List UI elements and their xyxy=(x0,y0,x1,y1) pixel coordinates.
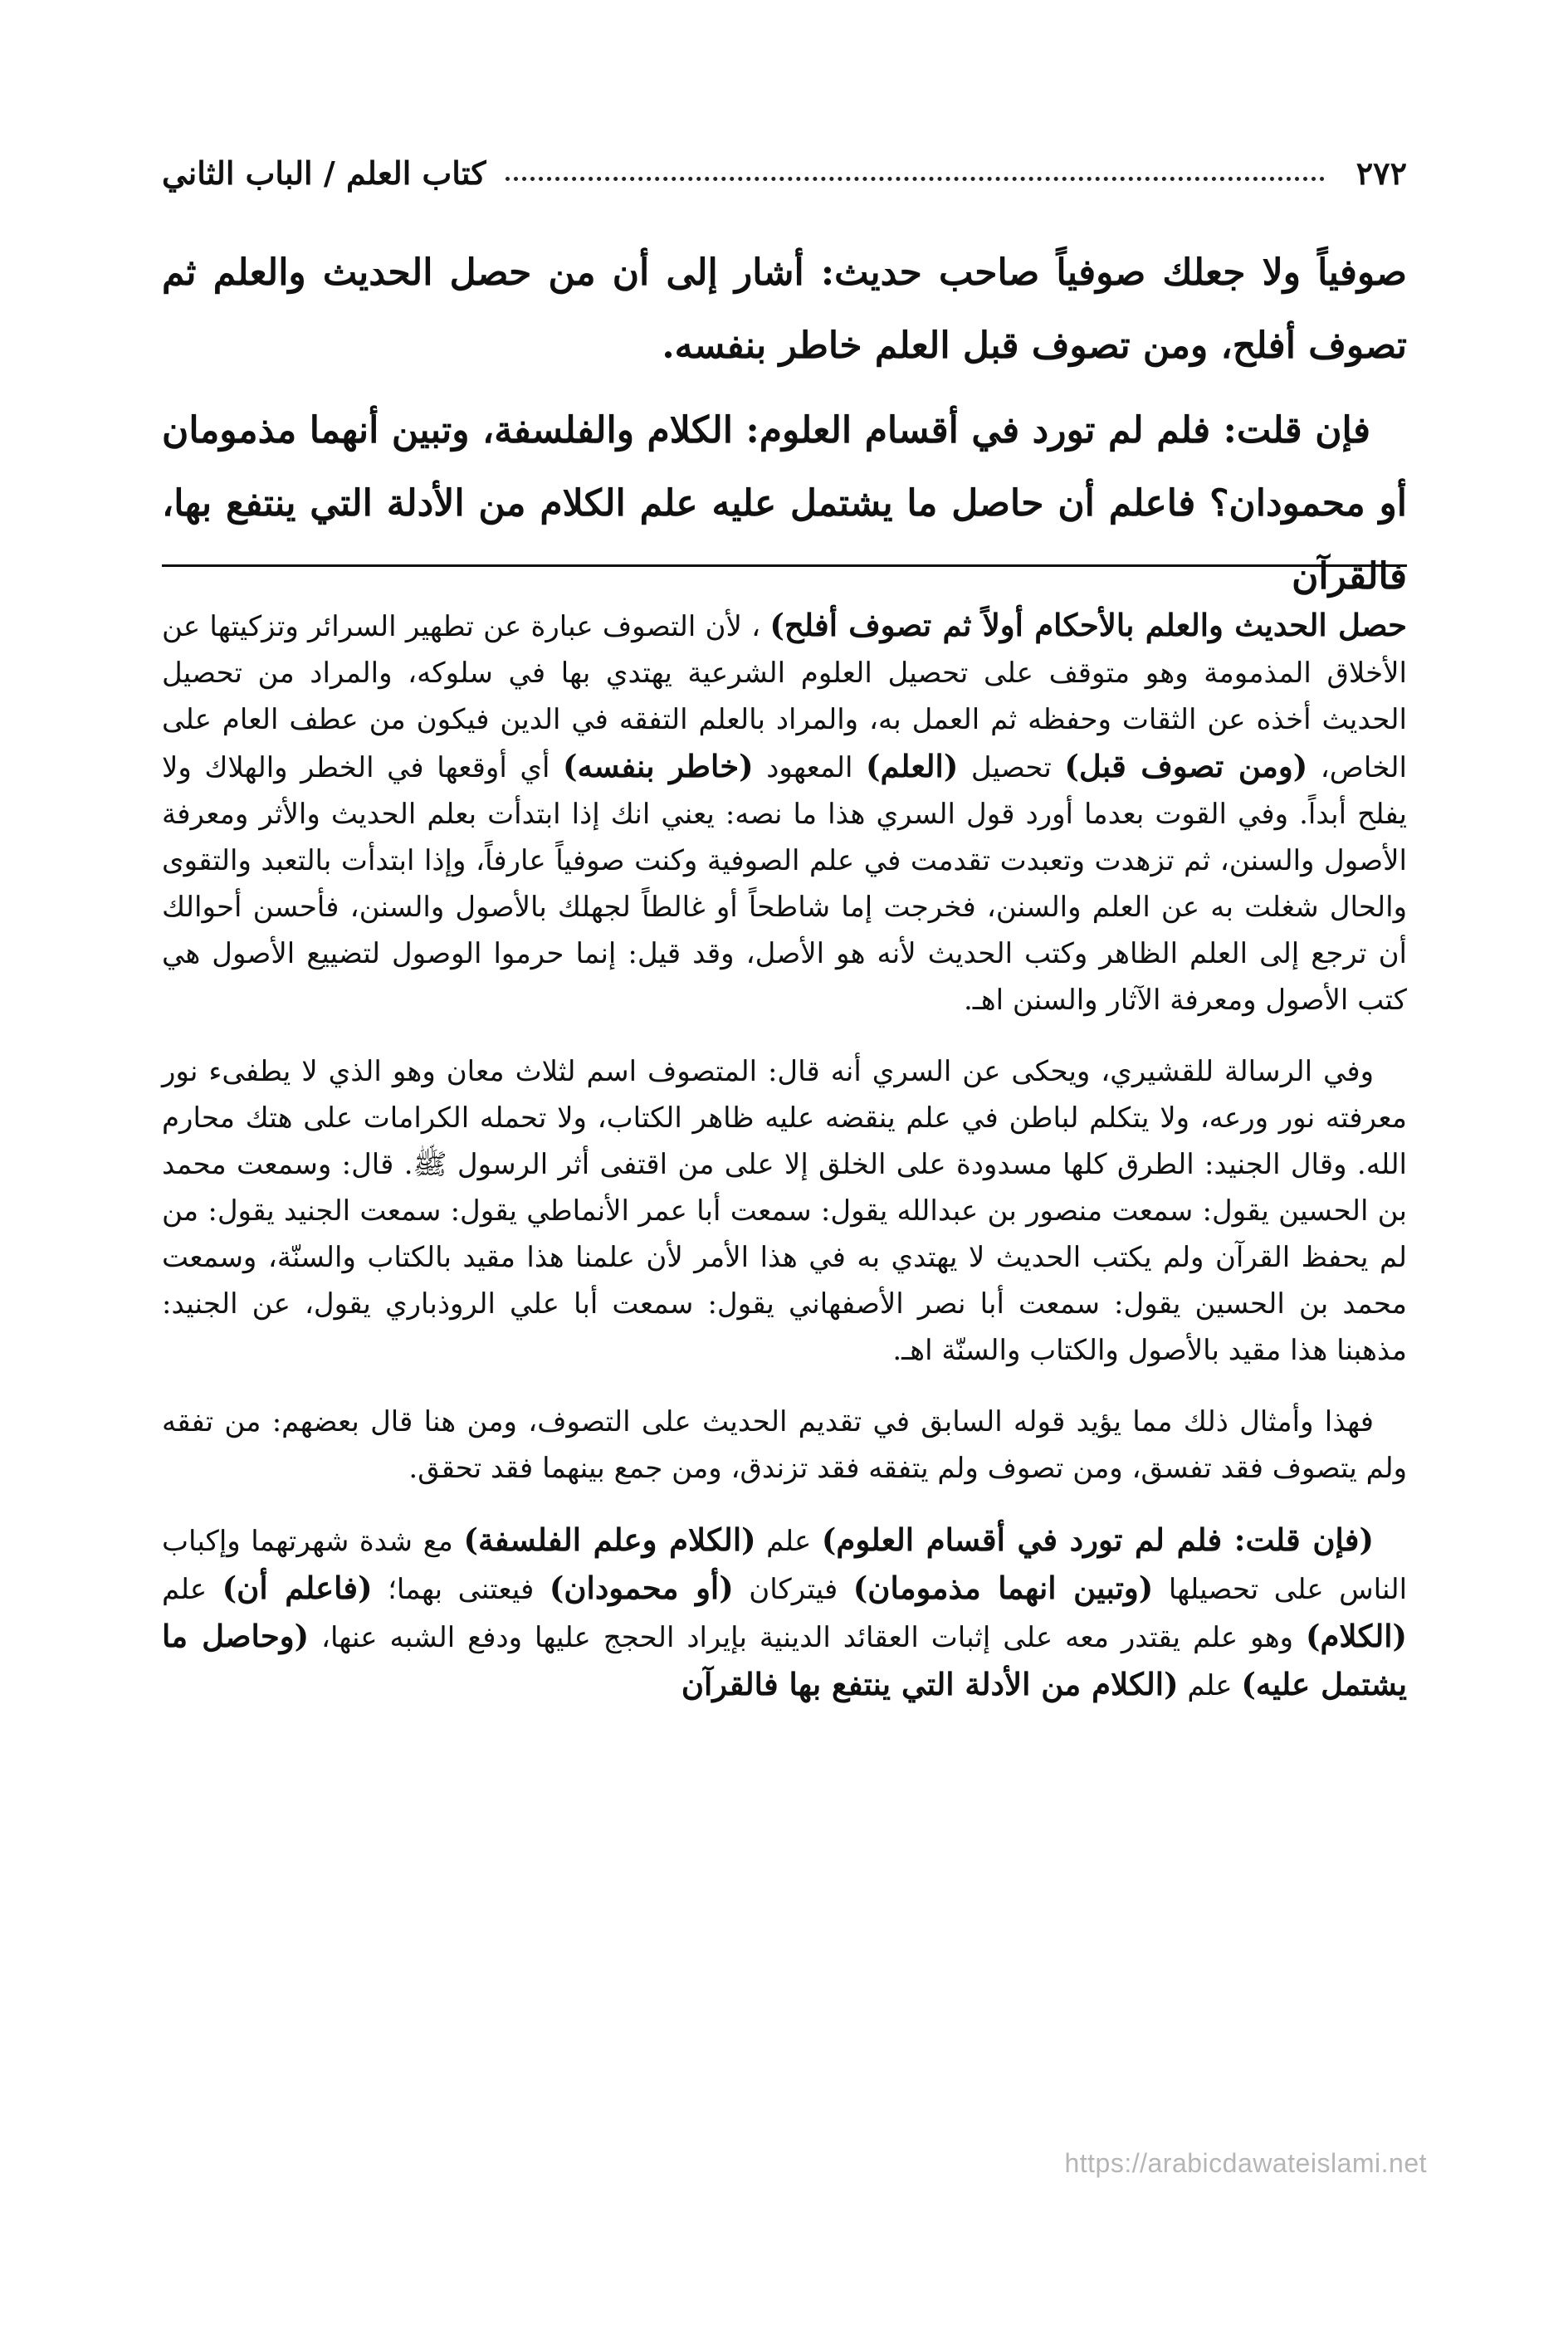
header-dotted-leader xyxy=(506,177,1324,181)
commentary-text: وهو علم يقتدر معه على إثبات العقائد الدينية بإيراد الحجج عليها ودفع الشبه عنها، xyxy=(321,1621,1294,1654)
quoted-text: (فاعلم أن) xyxy=(222,1570,373,1606)
main-paragraph: فإن قلت: فلم لم تورد في أقسام العلوم: الكلام والفلسفة، وتبين أنهما مذمومان أو محمودان؟ فاعلم أن حاصل ما يشتمل عليه علم الكلام من الأدلة التي ينتفع بها، فالقرآن xyxy=(162,409,1408,598)
quoted-text: (وتبين انهما مذمومان) xyxy=(852,1570,1154,1606)
commentary-paragraph: فهذا وأمثال ذلك مما يؤيد قوله السابق في تقديم الحديث على التصوف، ومن هنا قال بعضهم: من تفقه ولم يتصوف فقد تفسق، ومن تصوف ولم يتفقه فقد تزندق، ومن جمع بينهما فقد تحقق. xyxy=(162,1405,1407,1485)
commentary-text: علم xyxy=(1187,1669,1233,1702)
page-header xyxy=(162,148,1407,198)
commentary-text: تحصيل xyxy=(970,751,1052,784)
running-title: كتاب العلم / الباب الثاني xyxy=(162,154,486,192)
commentary-text: علم xyxy=(162,1573,208,1606)
commentary-text: المعهود xyxy=(766,751,853,784)
quoted-text: (الكلام وعلم الفلسفة) xyxy=(463,1521,756,1558)
main-paragraph: صوفياً ولا جعلك صوفياً صاحب حديث: أشار إلى أن من حصل الحديث والعلم ثم تصوف أفلح، ومن تصوف قبل العلم خاطر بنفسه. xyxy=(162,251,1407,367)
quoted-text: (وحاصل ما يشتمل عليه) xyxy=(162,1618,1407,1702)
quoted-text: (خاطر بنفسه) xyxy=(562,748,754,784)
book-page xyxy=(162,125,1407,2249)
quoted-text: (العلم) xyxy=(866,748,959,784)
commentary-text: أي أوقعها في الخطر والهلاك ولا يفلح أبداً. وفي القوت بعدما أورد قول السري هذا ما نصه: يعني انك إذا ابتدأت بعلم الحديث والأثر ومعرفة الأصول والسنن، ثم تزهدت وتعبدت تقدمت في علم الصوفية وكنت صوفياً عارفاً، وإذا ابتدأت بالتعبد والتقوى والحال شغلت به عن العلم والسنن، فخرجت إما شاطحاً أو غالطاً لجهلك بالأصول والسنن، فأحسن أحوالك أن ترجع إلى العلم الظاهر وكتب الحديث لأنه هو الأصل، وقد قيل: إنما حرموا الوصول لتضييع الأصول هي كتب الأصول ومعرفة الآثار والسنن اهـ. xyxy=(162,751,1408,1017)
commentary-text: فيعتنى بهما؛ xyxy=(388,1573,535,1606)
quoted-text: حصل الحديث والعلم بالأحكام أولاً ثم تصوف أفلح) xyxy=(769,607,1408,643)
watermark-url: https://arabicdawateislami.net xyxy=(1064,2148,1427,2178)
quoted-text: (الكلام من الأدلة التي ينتفع بها فالقرآن xyxy=(681,1666,1179,1702)
quoted-text: (أو محمودان) xyxy=(549,1570,734,1606)
quoted-text: (ومن تصوف قبل) xyxy=(1064,748,1308,784)
quoted-text: (فإن قلت: فلم لم تورد في أقسام العلوم) xyxy=(821,1521,1374,1558)
commentary-text: ، لأن التصوف عبارة عن تطهير السرائر وتزكيتها عن الأخلاق المذمومة وهو متوقف على تحصيل العلوم الشرعية يهتدي بها في سلوكه، والمراد من تحصيل الحديث أخذه عن الثقات وحفظه ثم العمل به، والمراد بالعلم التفقه في الدين فيكون من عطف العام على الخاص، xyxy=(162,610,1407,784)
commentary-section xyxy=(162,602,1407,1734)
commentary-paragraph: وفي الرسالة للقشيري، ويحكى عن السري أنه قال: المتصوف اسم لثلاث معان وهو الذي لا يطفىء نور معرفته نور ورعه، ولا يتكلم لباطن في علم ينقضه عليه ظاهر الكتاب، ولا تحمله الكرامات على هتك محارم الله. وقال الجنيد: الطرق كلها مسدودة على الخلق إلا على من اقتفى أثر الرسول ﷺ. قال: وسمعت محمد بن الحسين يقول: سمعت منصور بن عبدالله يقول: سمعت أبا عمر الأنماطي يقول: سمعت الجنيد يقول: من لم يحفظ القرآن ولم يكتب الحديث لا يهتدي به في هذا الأمر لأن علمنا هذا مقيد بالكتاب والسنّة، وسمعت محمد بن الحسين يقول: سمعت أبا نصر الأصفهاني يقول: سمعت أبا علي الروذباري يقول، عن الجنيد: مذهبنا هذا مقيد بالأصول والكتاب والسنّة اهـ. xyxy=(162,1055,1407,1367)
commentary-text: فيتركان xyxy=(749,1573,838,1606)
commentary-paragraph xyxy=(162,1516,1407,1709)
commentary-paragraph xyxy=(162,602,1407,1023)
commentary-text: مع شدة شهرتهما وإكباب الناس على تحصيلها xyxy=(162,1525,1408,1606)
quoted-text: (الكلام) xyxy=(1306,1618,1407,1654)
commentary-text: علم xyxy=(766,1525,812,1558)
footnote-separator xyxy=(162,564,1407,567)
page-number: ٢٧٢ xyxy=(1356,154,1407,192)
